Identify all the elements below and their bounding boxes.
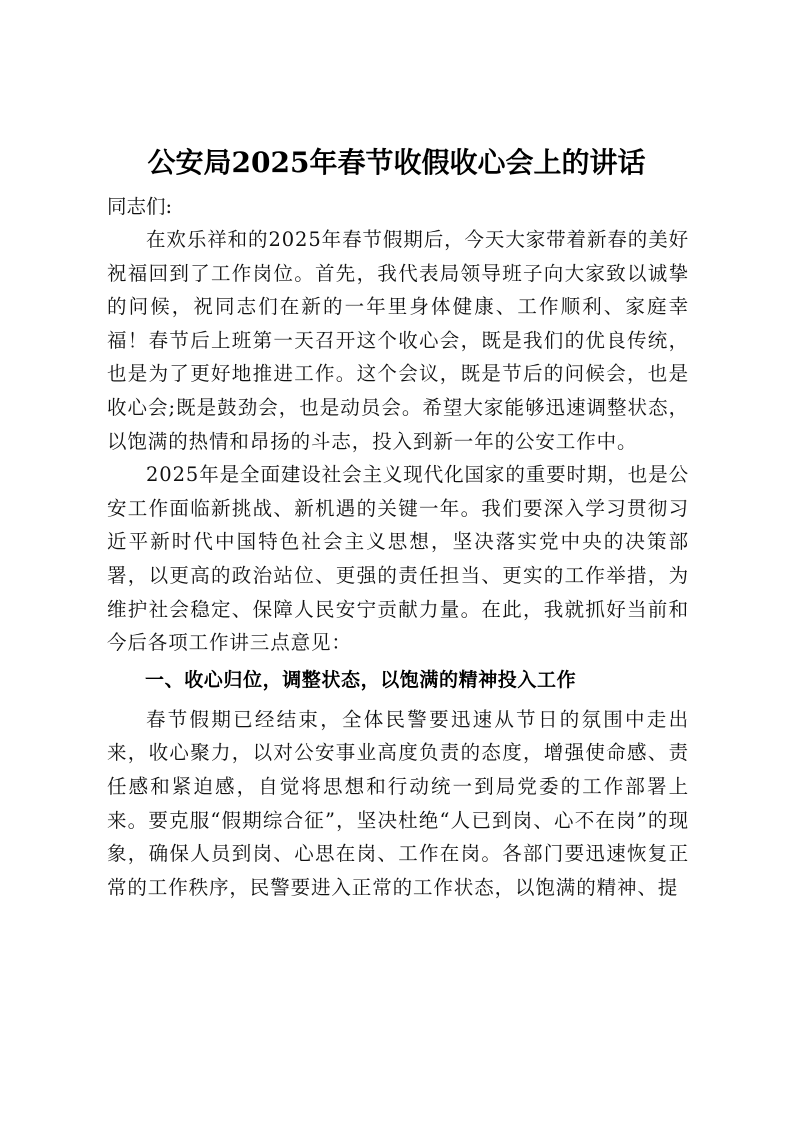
paragraph-context: 2025年是全面建设社会主义现代化国家的重要时期，也是公安工作面临新挑战、新机遇的关键一年。我们要深入学习贯彻习近平新时代中国特色社会主义思想，坚决落实党中央的决策部署，以更高的政治站位、更强的责任担当、更实的工作举措，为维护社会稳定、保障人民安宁贡献力量。在此，我就抓好当前和今后各项工作讲三点意见： (107, 463, 689, 655)
section-paragraph: 春节假期已经结束，全体民警要迅速从节日的氛围中走出来，收心聚力，以对公安事业高度负责的态度，增强使命感、责任感和紧迫感，自觉将思想和行动统一到局党委的工作部署上来。要克服“假期综合征”，坚决杜绝“人已到岗、心不在岗”的现象，确保人员到岗、心思在岗、工作在岗。各部门要迅速恢复正常的工作秩序，民警要进入正常的工作状态，以饱满的精神、提 (107, 707, 689, 899)
document-title: 公安局2025年春节收假收心会上的讲话 (147, 146, 646, 179)
document-body (107, 190, 689, 904)
greeting-line: 同志们: (107, 195, 173, 218)
paragraph-opening: 在欢乐祥和的2025年春节假期后，今天大家带着新春的美好祝福回到了工作岗位。首先，我代表局领导班子向大家致以诚挚的问候，祝同志们在新的一年里身体健康、工作顺利、家庭幸福！春节后上班第一天召开这个收心会，既是我们的优良传统，也是为了更好地推进工作。这个会议，既是节后的问候会，也是收心会;既是鼓劲会，也是动员会。希望大家能够迅速调整状态，以饱满的热情和昂扬的斗志，投入到新一年的公安工作中。 (107, 228, 689, 453)
section-heading: 一、收心归位，调整状态，以饱满的精神投入工作 (145, 668, 577, 691)
